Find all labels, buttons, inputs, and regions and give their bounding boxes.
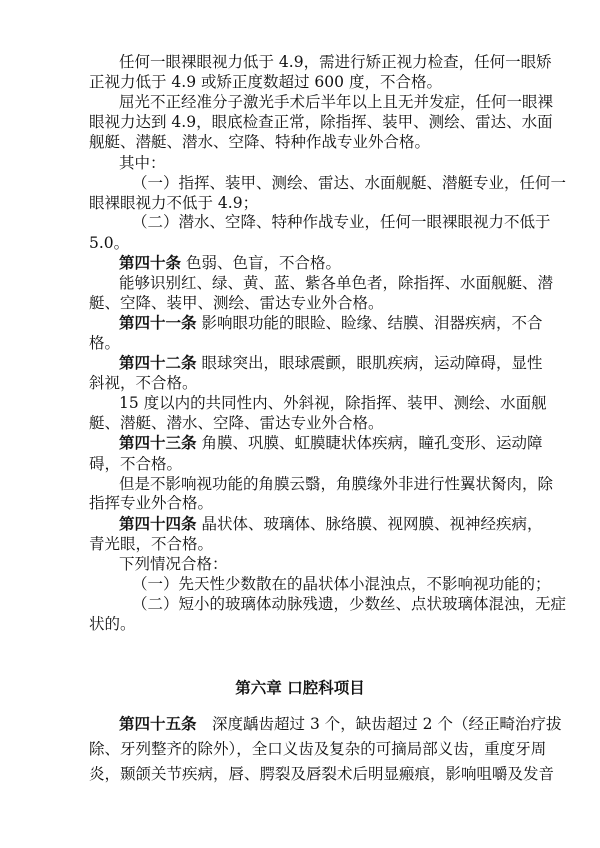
text-line: 眼裸眼视力不低于 4.9； <box>89 194 259 212</box>
text-line: 斜视，不合格。 <box>89 374 198 392</box>
text-line: 艇、空降、装甲、测绘、雷达专业外合格。 <box>89 294 384 312</box>
article-label: 第四十二条 <box>119 353 197 372</box>
text-line: 但是不影响视功能的角膜云翳，角膜缘外非进行性翼状胬肉，除 <box>119 475 554 493</box>
text-line: 舰艇、潜艇、潜水、空降、特种作战专业外合格。 <box>89 133 431 151</box>
article-43 <box>119 431 542 455</box>
text-line: 5.0。 <box>89 234 130 252</box>
text-line: 青光眼，不合格。 <box>89 535 214 553</box>
text-line: 其中： <box>119 154 166 172</box>
article-text: 晶状体、玻璃体、脉络膜、视网膜、视神经疾病， <box>201 515 543 533</box>
article-label: 第四十四条 <box>119 514 197 533</box>
text-line: （一）先天性少数散在的晶状体小混浊点，不影响视功能的； <box>132 575 551 593</box>
article-45 <box>119 712 561 736</box>
article-text: 影响眼功能的眼睑、睑缘、结膜、泪器疾病，不合 <box>201 314 543 332</box>
text-line: 正视力低于 4.9 或矫正度数超过 600 度，不合格。 <box>89 73 442 91</box>
text-line: （一）指挥、装甲、测绘、雷达、水面舰艇、潜艇专业，任何一 <box>132 174 567 192</box>
article-text: 角膜、巩膜、虹膜睫状体疾病，瞳孔变形、运动障 <box>201 434 543 452</box>
text-line: 格。 <box>89 334 121 352</box>
text-line: 炎，颞颌关节疾病，唇、腭裂及唇裂术后明显瘢痕，影响咀嚼及发音 <box>89 765 555 783</box>
text-line: 屈光不正经准分子激光手术后半年以上且无并发症，任何一眼裸 <box>119 93 554 111</box>
article-text: 色弱、色盲，不合格。 <box>185 254 341 272</box>
text-line: 碍，不合格。 <box>89 455 183 473</box>
text-line: 指挥专业外合格。 <box>89 494 214 512</box>
article-label: 第四十一条 <box>119 313 197 332</box>
text-line: （二）潜水、空降、特种作战专业，任何一眼裸眼视力不低于 <box>132 213 551 231</box>
article-label: 第四十三条 <box>119 433 197 452</box>
text-line: （二）短小的玻璃体动脉残遗，少数丝、点状玻璃体混浊，无症 <box>132 595 567 613</box>
text-line: 眼视力达到 4.9，眼底检查正常，除指挥、装甲、测绘、雷达、水面 <box>89 113 553 131</box>
article-label: 第四十条 <box>119 253 182 272</box>
text-line: 艇、潜艇、潜水、空降、雷达专业外合格。 <box>89 414 384 432</box>
text-line: 15 度以内的共同性内、外斜视，除指挥、装甲、测绘、水面舰 <box>119 394 547 412</box>
chapter-heading: 第六章 口腔科项目 <box>235 678 365 697</box>
text-line: 状的。 <box>89 615 136 633</box>
text-line: 下列情况合格： <box>119 555 228 573</box>
text-line: 能够识别红、绿、黄、蓝、紫各单色者，除指挥、水面舰艇、潜 <box>119 274 554 292</box>
article-label: 第四十五条 <box>119 714 197 733</box>
text-line: 任何一眼裸眼视力低于 4.9，需进行矫正视力检查，任何一眼矫 <box>119 53 552 71</box>
text-line: 除、牙列整齐的除外），全口义齿及复杂的可摘局部义齿，重度牙周 <box>89 740 547 758</box>
article-text: 深度龋齿超过 3 个，缺齿超过 2 个（经正畸治疗拔 <box>196 715 562 733</box>
article-text: 眼球突出，眼球震颤，眼肌疾病，运动障碍，显性 <box>201 354 543 372</box>
article-41 <box>119 311 542 335</box>
